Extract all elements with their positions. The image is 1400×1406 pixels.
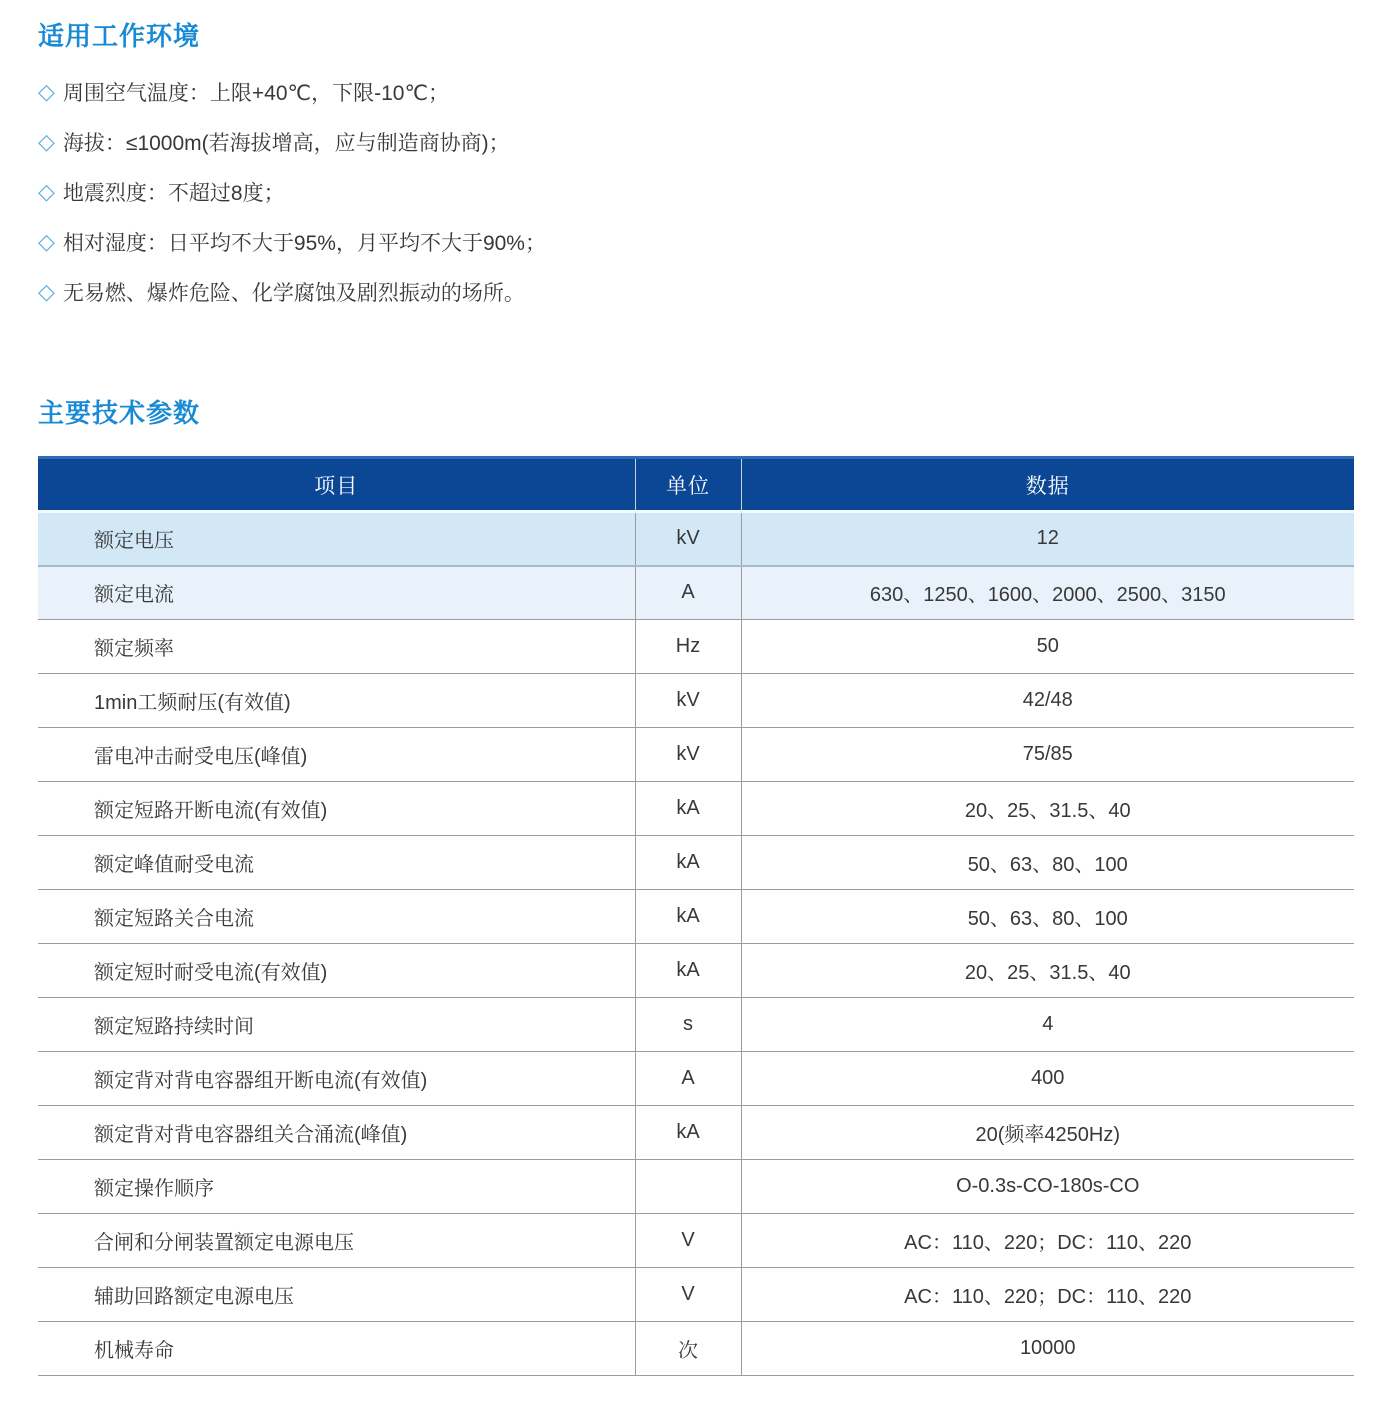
table-row [38,1322,1354,1376]
param-name-cell: 额定短路关合电流 [38,890,635,944]
param-name-cell: 1min工频耐压(有效值) [38,674,635,728]
table-row [38,782,1354,836]
unit-cell: kA [635,890,741,944]
env-list-item [38,267,1356,317]
env-list-item [38,67,1356,117]
param-name-cell: 机械寿命 [38,1322,635,1376]
header-unit: 单位 [635,458,741,512]
table-row [38,728,1354,782]
value-cell: 630、1250、1600、2000、2500、3150 [741,566,1354,620]
env-list-item [38,117,1356,167]
unit-cell: kA [635,944,741,998]
value-cell: 20、25、31.5、40 [741,782,1354,836]
diamond-bullet-icon: ◇ [38,79,55,104]
param-name-cell: 额定峰值耐受电流 [38,836,635,890]
env-item-text: 周围空气温度：上限+40℃，下限-10℃； [62,82,450,105]
param-name-cell: 额定操作顺序 [38,1160,635,1214]
value-cell: 42/48 [741,674,1354,728]
value-cell: 50、63、80、100 [741,836,1354,890]
param-name-cell: 额定短路开断电流(有效值) [38,782,635,836]
param-name-cell: 额定短路持续时间 [38,998,635,1052]
value-cell: 20(频率4250Hz) [741,1106,1354,1160]
value-cell: 50、63、80、100 [741,890,1354,944]
table-row [38,998,1354,1052]
env-item-text: 海拔：≤1000m(若海拔增高，应与制造商协商)； [62,132,510,155]
unit-cell: kV [635,512,741,566]
parameters-table-header [38,458,1354,512]
diamond-bullet-icon: ◇ [38,279,55,304]
parameters-table [38,456,1354,1376]
unit-cell: kA [635,1106,741,1160]
param-name-cell: 额定背对背电容器组关合涌流(峰值) [38,1106,635,1160]
header-row [38,458,1354,512]
header-item: 项目 [38,458,635,512]
value-cell: AC：110、220；DC：110、220 [741,1268,1354,1322]
env-item-text: 相对湿度：日平均不大于95%，月平均不大于90%； [62,232,546,255]
table-row [38,1106,1354,1160]
table-row [38,1214,1354,1268]
parameters-section-title: 主要技术参数 [38,398,201,428]
param-name-cell: 额定背对背电容器组开断电流(有效值) [38,1052,635,1106]
value-cell: 4 [741,998,1354,1052]
env-list-item [38,167,1356,217]
value-cell: 50 [741,620,1354,674]
table-row [38,944,1354,998]
param-name-cell: 额定电流 [38,566,635,620]
param-name-cell: 雷电冲击耐受电压(峰值) [38,728,635,782]
env-list-item [38,217,1356,267]
env-item-text: 无易燃、爆炸危险、化学腐蚀及剧烈振动的场所。 [62,282,525,305]
param-name-cell: 额定频率 [38,620,635,674]
unit-cell [635,1160,741,1214]
unit-cell: Hz [635,620,741,674]
unit-cell: V [635,1214,741,1268]
param-name-cell: 额定电压 [38,512,635,566]
unit-cell: s [635,998,741,1052]
table-row [38,674,1354,728]
param-name-cell: 合闸和分闸装置额定电源电压 [38,1214,635,1268]
value-cell: 400 [741,1052,1354,1106]
value-cell: 12 [741,512,1354,566]
diamond-bullet-icon: ◇ [38,179,55,204]
table-row [38,512,1354,566]
diamond-bullet-icon: ◇ [38,229,55,254]
unit-cell: A [635,566,741,620]
param-name-cell: 额定短时耐受电流(有效值) [38,944,635,998]
env-item-text: 地震烈度：不超过8度； [62,182,285,205]
table-row [38,890,1354,944]
unit-cell: kA [635,836,741,890]
unit-cell: kA [635,782,741,836]
unit-cell: V [635,1268,741,1322]
table-row [38,1160,1354,1214]
unit-cell: kV [635,674,741,728]
value-cell: 20、25、31.5、40 [741,944,1354,998]
header-data: 数据 [741,458,1354,512]
table-row [38,566,1354,620]
parameters-table-body [38,512,1354,1376]
table-row [38,1052,1354,1106]
table-row [38,1268,1354,1322]
diamond-bullet-icon: ◇ [38,129,55,154]
unit-cell: 次 [635,1322,741,1376]
unit-cell: kV [635,728,741,782]
value-cell: O-0.3s-CO-180s-CO [741,1160,1354,1214]
unit-cell: A [635,1052,741,1106]
param-name-cell: 辅助回路额定电源电压 [38,1268,635,1322]
table-row [38,836,1354,890]
env-list [38,67,1356,317]
value-cell: 10000 [741,1322,1354,1376]
table-row [38,620,1354,674]
value-cell: 75/85 [741,728,1354,782]
environment-section-title: 适用工作环境 [38,21,201,51]
value-cell: AC：110、220；DC：110、220 [741,1214,1354,1268]
